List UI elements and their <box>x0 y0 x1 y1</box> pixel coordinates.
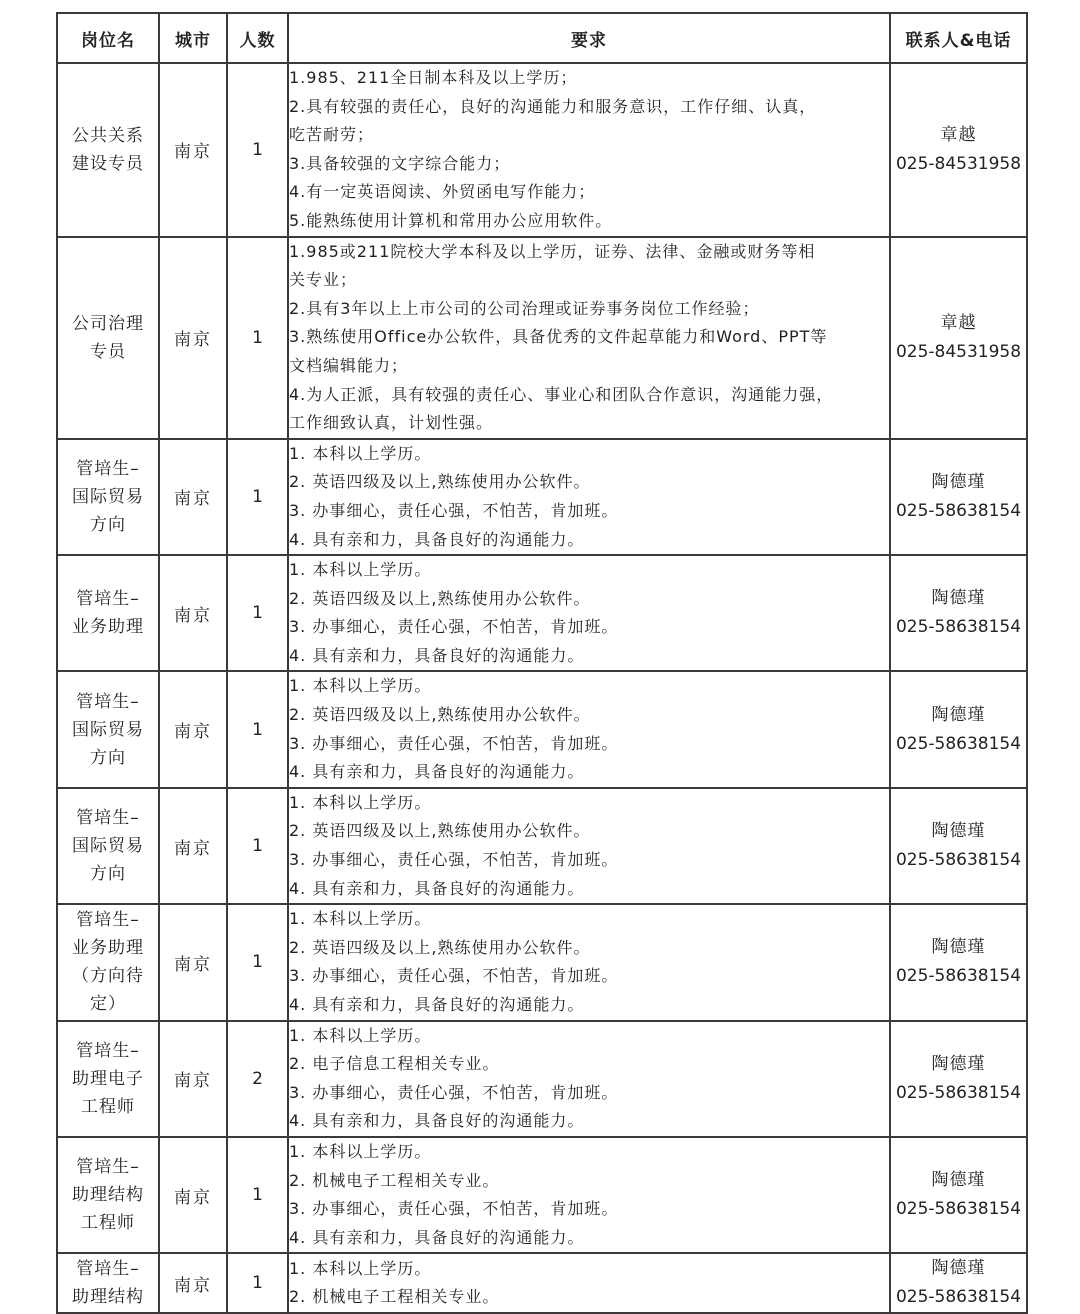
headcount-cell: 1 <box>227 555 288 671</box>
contact-cell <box>890 439 1027 555</box>
headcount-cell: 1 <box>227 788 288 904</box>
header-position: 岗位名 <box>57 13 159 63</box>
requirements-cell <box>288 439 890 555</box>
header-city: 城市 <box>159 13 227 63</box>
requirement-line: 1.985、211全日制本科及以上学历； <box>289 68 578 87</box>
requirement-line: 2. 英语四级及以上,熟练使用办公软件。 <box>289 705 591 725</box>
contact-phone: 025-58638154 <box>895 1287 1022 1308</box>
requirements-cell <box>288 555 890 671</box>
requirement-line: 工作细致认真，计划性强。 <box>289 413 494 433</box>
position-name-line: 建设专员 <box>72 153 144 174</box>
contact-cell <box>890 555 1027 671</box>
table-row <box>57 1021 1027 1137</box>
requirement-line: 1. 本科以上学历。 <box>289 792 432 812</box>
requirement-line: 3. 办事细心，责任心强，不怕苦，肯加班。 <box>289 617 619 637</box>
contact-phone: 025-84531958 <box>895 153 1022 174</box>
requirement-line: 2. 电子信息工程相关专业。 <box>289 1054 500 1074</box>
position-name-line: 管培生– <box>76 589 140 610</box>
headcount-cell: 1 <box>227 1137 288 1253</box>
table-row <box>57 671 1027 787</box>
table-row <box>57 63 1027 237</box>
requirement-line: 2. 机械电子工程相关专业。 <box>289 1170 500 1190</box>
city-cell: 南京 <box>159 788 227 904</box>
requirement-line: 2.具有较强的责任心，良好的沟通能力和服务意识，工作仔细、认真， <box>289 96 817 116</box>
contact-phone: 025-58638154 <box>895 500 1022 521</box>
contact-phone: 025-58638154 <box>895 733 1022 754</box>
table-row <box>57 237 1027 439</box>
position-name-line: 管培生– <box>76 910 140 931</box>
requirement-line: 2.具有3年以上上市公司的公司治理或证券事务岗位工作经验； <box>289 298 760 318</box>
requirement-line: 4. 具有亲和力，具备良好的沟通能力。 <box>289 645 585 665</box>
position-name-line: 助理电子 <box>72 1068 144 1089</box>
requirement-line: 1. 本科以上学历。 <box>289 1025 432 1045</box>
position-cell <box>57 1253 159 1313</box>
position-name-line: 公共关系 <box>72 125 144 146</box>
requirement-line: 4.为人正派，具有较强的责任心、事业心和团队合作意识，沟通能力强， <box>289 384 834 404</box>
headcount-cell: 1 <box>227 904 288 1020</box>
position-cell <box>57 237 159 439</box>
position-name-line: 方向 <box>90 747 126 768</box>
contact-phone: 025-84531958 <box>895 341 1022 362</box>
position-name-line: 助理结构 <box>72 1185 144 1206</box>
city-cell: 南京 <box>159 1137 227 1253</box>
contact-cell <box>890 904 1027 1020</box>
city-cell: 南京 <box>159 237 227 439</box>
requirement-line: 3. 办事细心，责任心强，不怕苦，肯加班。 <box>289 1082 619 1102</box>
city-cell: 南京 <box>159 63 227 237</box>
requirement-line: 关专业； <box>289 270 358 290</box>
position-name-line: 专员 <box>90 341 126 362</box>
contact-name: 章越 <box>940 312 977 333</box>
requirement-line: 4. 具有亲和力，具备良好的沟通能力。 <box>289 1227 585 1247</box>
position-name-line: 方向 <box>90 864 126 885</box>
position-name-line: 管培生– <box>76 458 140 479</box>
position-name-line: 公司治理 <box>72 313 144 334</box>
requirement-line: 4. 具有亲和力，具备良好的沟通能力。 <box>289 762 585 782</box>
headcount-cell: 2 <box>227 1021 288 1137</box>
position-name-line: 管培生– <box>76 808 140 829</box>
requirements-cell <box>288 237 890 439</box>
position-cell <box>57 555 159 671</box>
contact-name: 陶德瑾 <box>931 1053 986 1074</box>
city-cell: 南京 <box>159 1021 227 1137</box>
requirement-line: 4. 具有亲和力，具备良好的沟通能力。 <box>289 878 585 898</box>
requirement-line: 3.具备较强的文字综合能力； <box>289 153 511 173</box>
table-row <box>57 1137 1027 1253</box>
position-cell <box>57 439 159 555</box>
requirement-line: 2. 机械电子工程相关专业。 <box>289 1287 500 1307</box>
table-body <box>57 63 1027 1313</box>
position-name-line: 管培生– <box>76 1157 140 1178</box>
contact-phone: 025-58638154 <box>895 1082 1022 1103</box>
position-name-line: 业务助理 <box>72 938 144 959</box>
requirements-cell <box>288 1021 890 1137</box>
requirement-line: 1. 本科以上学历。 <box>289 909 432 929</box>
position-name-line: 管培生– <box>76 691 140 712</box>
requirements-cell <box>288 904 890 1020</box>
position-name-line: 国际贸易 <box>72 836 144 857</box>
city-cell: 南京 <box>159 904 227 1020</box>
contact-name: 章越 <box>940 124 977 145</box>
headcount-cell: 1 <box>227 439 288 555</box>
position-cell <box>57 788 159 904</box>
requirement-line: 3.熟练使用Office办公软件，具备优秀的文件起草能力和Word、PPT等 <box>289 327 828 347</box>
contact-phone: 025-58638154 <box>895 1199 1022 1220</box>
position-name-line: 工程师 <box>81 1096 135 1117</box>
headcount-cell: 1 <box>227 237 288 439</box>
table-row <box>57 904 1027 1020</box>
requirement-line: 文档编辑能力； <box>289 355 409 375</box>
contact-name: 陶德瑾 <box>931 821 986 842</box>
position-name-line: 工程师 <box>81 1213 135 1234</box>
contact-name: 陶德瑾 <box>931 471 986 492</box>
contact-name: 陶德瑾 <box>931 937 986 958</box>
requirement-line: 1. 本科以上学历。 <box>289 443 432 463</box>
job-listing-table <box>56 12 1028 1314</box>
requirement-line: 1. 本科以上学历。 <box>289 676 432 696</box>
requirements-cell <box>288 788 890 904</box>
requirement-line: 4. 具有亲和力，具备良好的沟通能力。 <box>289 1111 585 1131</box>
requirement-line: 1. 本科以上学历。 <box>289 560 432 580</box>
city-cell: 南京 <box>159 555 227 671</box>
position-cell <box>57 671 159 787</box>
position-name-line: 定） <box>90 994 126 1015</box>
requirement-line: 2. 英语四级及以上,熟练使用办公软件。 <box>289 472 591 492</box>
requirement-line: 5.能熟练使用计算机和常用办公应用软件。 <box>289 210 613 230</box>
requirement-line: 3. 办事细心，责任心强，不怕苦，肯加班。 <box>289 1199 619 1219</box>
table-row <box>57 788 1027 904</box>
contact-name: 陶德瑾 <box>931 1170 986 1191</box>
contact-cell <box>890 671 1027 787</box>
requirements-cell <box>288 671 890 787</box>
requirement-line: 2. 英语四级及以上,熟练使用办公软件。 <box>289 821 591 841</box>
contact-name: 陶德瑾 <box>931 1258 986 1279</box>
city-cell: 南京 <box>159 439 227 555</box>
city-cell: 南京 <box>159 671 227 787</box>
contact-phone: 025-58638154 <box>895 617 1022 638</box>
requirement-line: 2. 英语四级及以上,熟练使用办公软件。 <box>289 937 591 957</box>
requirement-line: 3. 办事细心，责任心强，不怕苦，肯加班。 <box>289 850 619 870</box>
position-name-line: 方向 <box>90 514 126 535</box>
table-header-row <box>57 13 1027 63</box>
position-name-line: 助理结构 <box>72 1287 144 1308</box>
contact-cell <box>890 237 1027 439</box>
requirement-line: 3. 办事细心，责任心强，不怕苦，肯加班。 <box>289 500 619 520</box>
headcount-cell: 1 <box>227 1253 288 1313</box>
requirement-line: 4. 具有亲和力，具备良好的沟通能力。 <box>289 995 585 1014</box>
requirements-cell <box>288 1253 890 1313</box>
requirement-line: 4.有一定英语阅读、外贸函电写作能力； <box>289 182 596 202</box>
requirements-cell <box>288 63 890 237</box>
requirement-line: 1. 本科以上学历。 <box>289 1258 432 1278</box>
requirement-line: 3. 办事细心，责任心强，不怕苦，肯加班。 <box>289 966 619 986</box>
table-row <box>57 439 1027 555</box>
contact-name: 陶德瑾 <box>931 704 986 725</box>
requirement-line: 吃苦耐劳； <box>289 125 375 145</box>
position-name-line: 国际贸易 <box>72 719 144 740</box>
position-cell <box>57 63 159 237</box>
requirement-line: 1. 本科以上学历。 <box>289 1141 432 1161</box>
city-cell: 南京 <box>159 1253 227 1313</box>
contact-phone: 025-58638154 <box>895 966 1022 987</box>
contact-cell <box>890 1253 1027 1313</box>
contact-name: 陶德瑾 <box>931 588 986 609</box>
position-name-line: 国际贸易 <box>72 486 144 507</box>
contact-phone: 025-58638154 <box>895 850 1022 871</box>
headcount-cell: 1 <box>227 671 288 787</box>
header-contact: 联系人&电话 <box>890 13 1027 63</box>
position-cell <box>57 904 159 1020</box>
requirement-line: 3. 办事细心，责任心强，不怕苦，肯加班。 <box>289 733 619 753</box>
requirements-cell <box>288 1137 890 1253</box>
table-row <box>57 1253 1027 1313</box>
contact-cell <box>890 788 1027 904</box>
position-name-line: （方向待 <box>72 966 144 987</box>
contact-cell <box>890 63 1027 237</box>
contact-cell <box>890 1021 1027 1137</box>
header-requirements: 要求 <box>288 13 890 63</box>
requirement-line: 4. 具有亲和力，具备良好的沟通能力。 <box>289 529 585 549</box>
requirement-line: 2. 英语四级及以上,熟练使用办公软件。 <box>289 588 591 608</box>
position-cell <box>57 1137 159 1253</box>
position-name-line: 管培生– <box>76 1259 140 1280</box>
headcount-cell: 1 <box>227 63 288 237</box>
position-name-line: 管培生– <box>76 1040 140 1061</box>
requirement-line: 1.985或211院校大学本科及以上学历，证券、法律、金融或财务等相 <box>289 241 816 261</box>
position-name-line: 业务助理 <box>72 617 144 638</box>
position-cell <box>57 1021 159 1137</box>
contact-cell <box>890 1137 1027 1253</box>
header-count: 人数 <box>227 13 288 63</box>
table-row <box>57 555 1027 671</box>
